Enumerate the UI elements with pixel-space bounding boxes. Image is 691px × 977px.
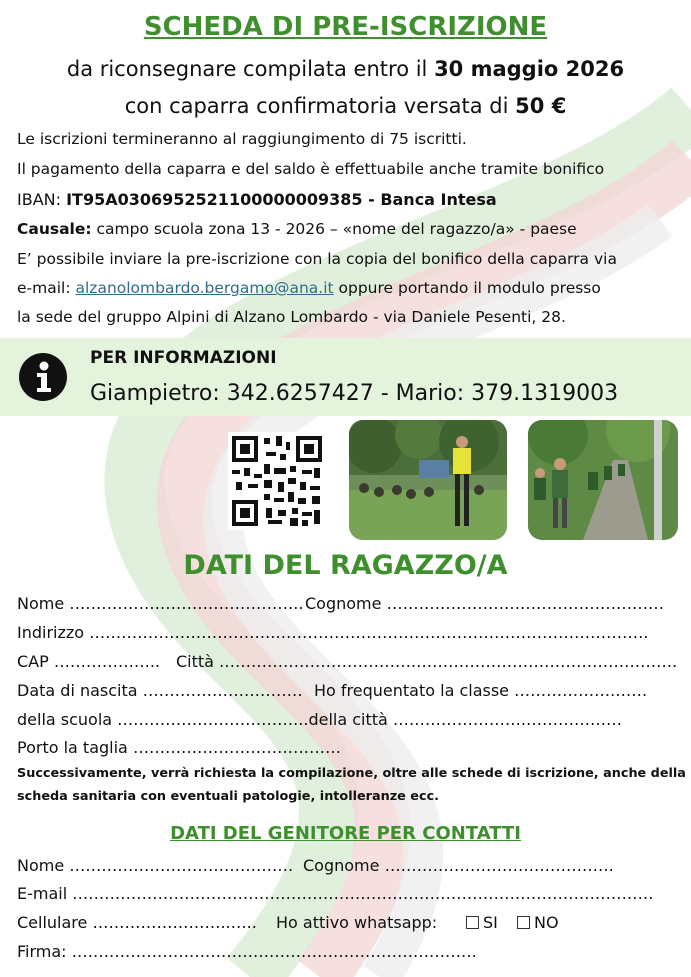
deposit-prefix: con caparra confirmatoria versata di — [124, 94, 516, 118]
child-class-field[interactable]: Ho frequentato la classe ……………….…… — [314, 681, 648, 700]
child-cap-field[interactable]: CAP ……………….. — [17, 652, 161, 671]
whatsapp-label: Ho attivo whatsapp: — [276, 913, 438, 932]
info-contacts: Giampietro: 342.6257427 - Mario: 379.1319003 — [90, 381, 619, 406]
send-text-2 — [17, 279, 601, 297]
camp-photo-2 — [528, 420, 678, 540]
send-text-1: E’ possibile inviare la pre-iscrizione con la copia del bonifico della caparra via — [17, 250, 617, 268]
health-note-2: scheda sanitaria con eventuali patologie, intolleranze ecc. — [17, 789, 440, 804]
parent-email-field[interactable]: E-mail ………………………………………………………………………………………………. — [17, 884, 654, 903]
parent-section-title: DATI DEL GENITORE PER CONTATTI — [170, 823, 521, 844]
parent-nome-field[interactable]: Nome …………………………………… — [17, 856, 294, 875]
causale-line — [17, 220, 577, 238]
deadline-prefix: da riconsegnare compilata entro il — [66, 57, 435, 81]
child-school-field[interactable]: della scuola ……………………………...della città …………………….……………… — [17, 710, 622, 729]
parent-cellulare-field[interactable]: Cellulare ……………………..….. — [17, 913, 257, 932]
iban-line — [17, 190, 497, 209]
deadline-line — [0, 57, 691, 81]
info-title: PER INFORMAZIONI — [90, 348, 277, 368]
page-title: SCHEDA DI PRE-ISCRIZIONE — [143, 12, 548, 42]
whatsapp-no-label: NO — [534, 913, 559, 932]
deposit-line — [0, 94, 691, 118]
parent-cognome-field[interactable]: Cognome ……………………………………. — [303, 856, 614, 875]
deadline-date: 30 maggio 2026 — [434, 57, 625, 81]
whatsapp-yes-label: SI — [483, 913, 498, 932]
child-section-title: DATI DEL RAGAZZO/A — [183, 550, 508, 581]
child-indirizzo-field[interactable]: Indirizzo ……………………………..……………………………………………………………. — [17, 623, 649, 642]
causale-value: campo scuola zona 13 - 2026 – «nome del ragazzo/a» - paese — [91, 220, 577, 238]
causale-label: Causale: — [17, 220, 92, 238]
whatsapp-yes-checkbox[interactable] — [466, 916, 479, 929]
limit-text: Le iscrizioni termineranno al raggiungimento di 75 iscritti. — [17, 130, 467, 148]
child-cognome-field[interactable]: Cognome ……………………………………………. — [305, 594, 664, 613]
send-text-3: la sede del gruppo Alpini di Alzano Lombardo - via Daniele Pesenti, 28. — [17, 308, 566, 326]
whatsapp-no-option[interactable] — [517, 913, 559, 932]
info-icon — [19, 353, 67, 401]
iban-label: IBAN: — [17, 190, 67, 209]
child-citta-field[interactable]: Città ……………………………….…………………………………………. — [176, 652, 678, 671]
camp-photo-1 — [349, 420, 507, 540]
payment-text: Il pagamento della caparra e del saldo è effettuabile anche tramite bonifico — [17, 160, 605, 178]
qr-code-image[interactable] — [228, 432, 326, 530]
email-suffix: oppure portando il modulo presso — [333, 279, 601, 297]
email-link[interactable]: alzanolombardo.bergamo@ana.it — [75, 279, 334, 297]
child-size-field[interactable]: Porto la taglia ………………………………… — [17, 738, 341, 757]
email-prefix: e-mail: — [17, 279, 76, 297]
parent-firma-field[interactable]: Firma: …………………………………………………………………. — [17, 942, 477, 961]
health-note-1: Successivamente, verrà richiesta la compilazione, oltre alle schede di iscrizione, anche della — [17, 766, 686, 781]
child-birthdate-field[interactable]: Data di nascita ………………………… — [17, 681, 303, 700]
whatsapp-yes-option[interactable] — [466, 913, 498, 932]
whatsapp-no-checkbox[interactable] — [517, 916, 530, 929]
iban-value: IT95A0306952521100000009385 - Banca Intesa — [66, 190, 497, 209]
child-nome-field[interactable]: Nome …………………………………….. — [17, 594, 304, 613]
deposit-amount: 50 € — [515, 94, 567, 118]
